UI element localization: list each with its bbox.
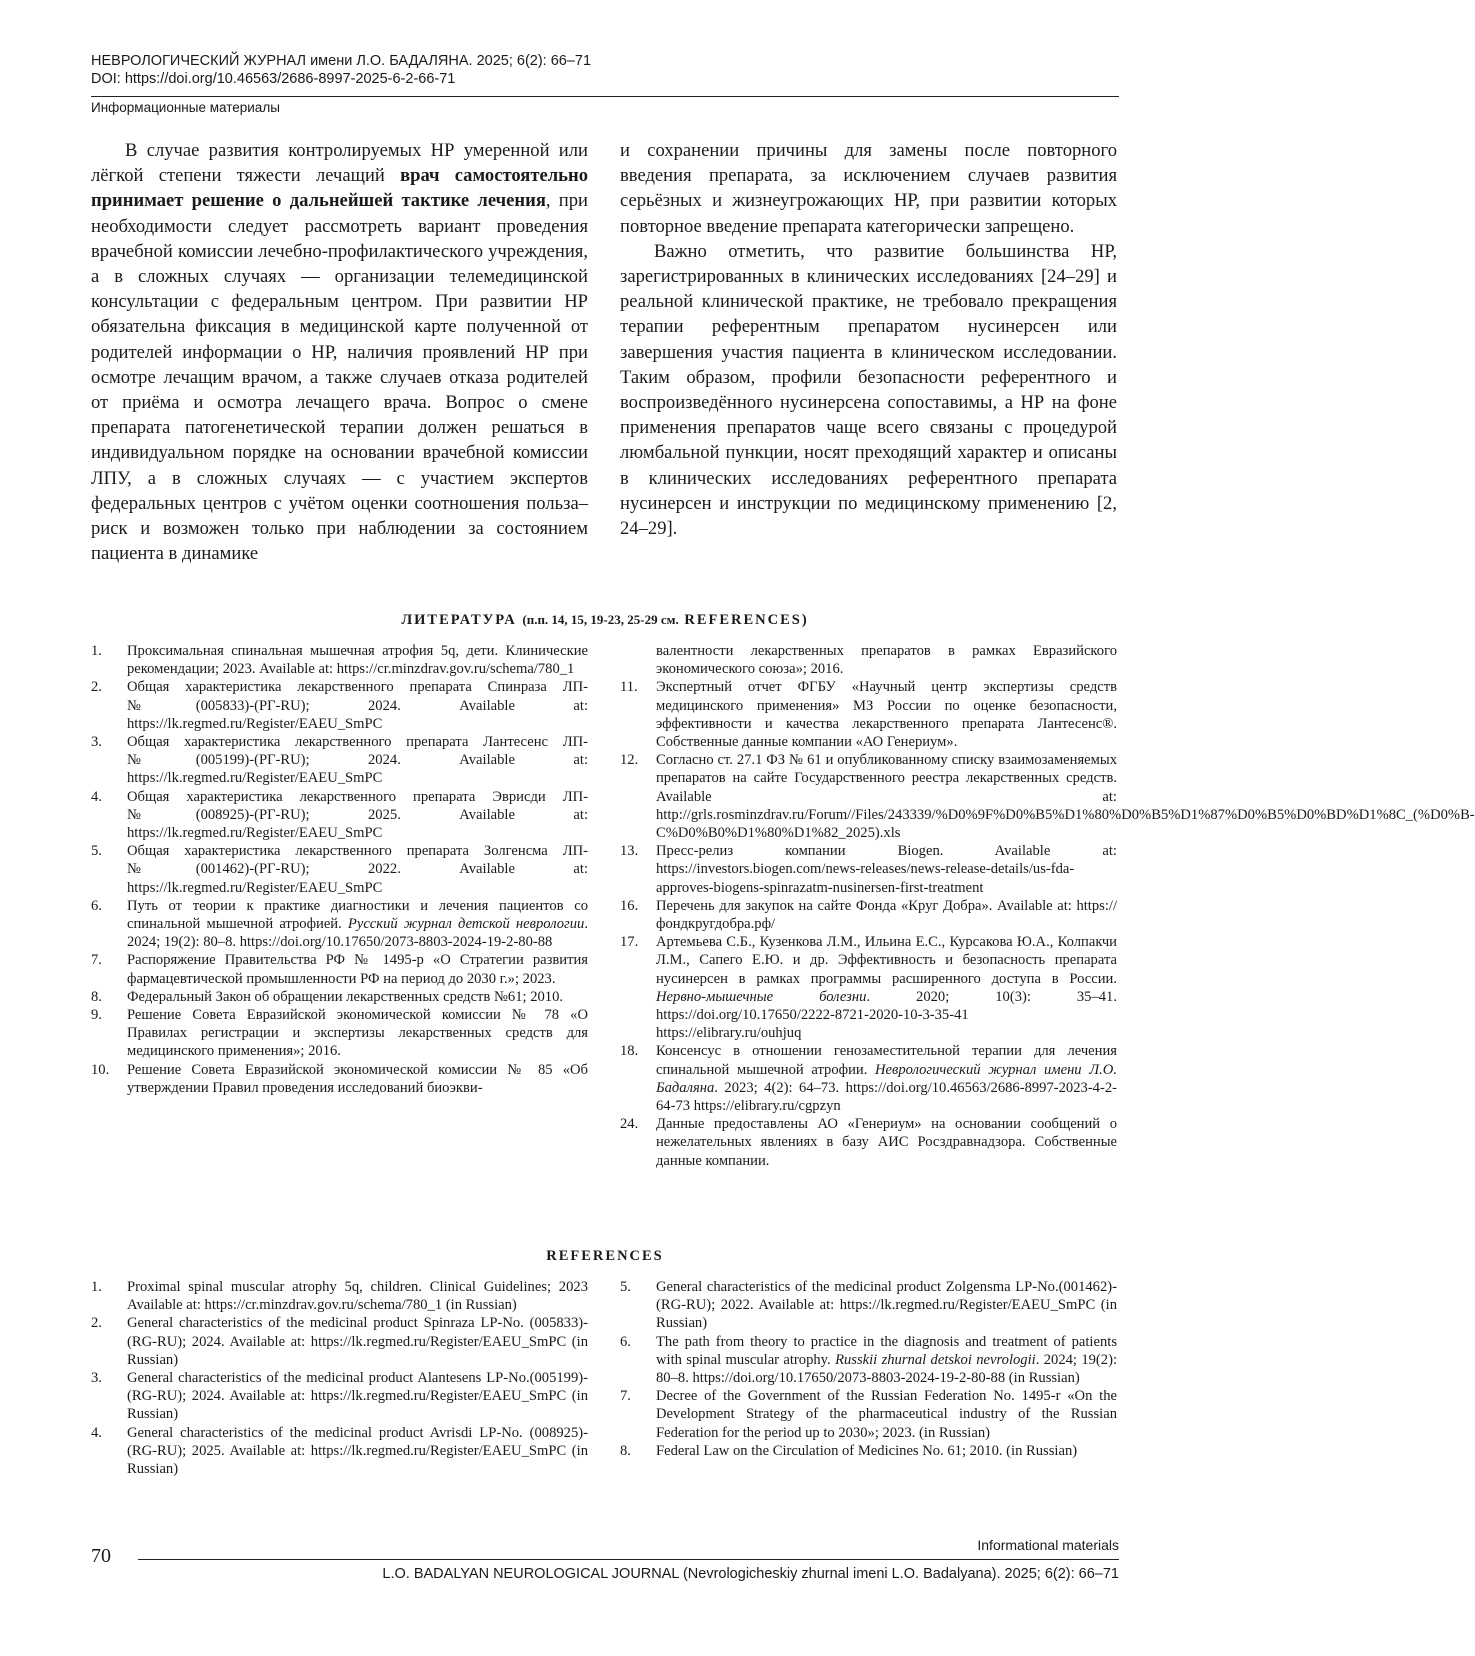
reference-text: General characteristics of the medicinal product Spinraza LP-No. (005833)-(RG-RU); 2024. Available at: https://lk.regmed.ru/Register/EAEU_SmPC (in Russian): [127, 1315, 588, 1368]
doi-link[interactable]: DOI: https://doi.org/10.46563/2686-8997-2025-6-2-66-71: [91, 71, 456, 87]
journal-name: Нервно-мышечные болезни: [656, 988, 867, 1005]
reference-number: 18.: [620, 1043, 639, 1060]
reference-number: 9.: [91, 1007, 102, 1024]
reference-item: [91, 642, 588, 678]
body-paragraph: и сохранении причины для замены после повторного введения препарата, за исключением случаев развития серьёзных и жизнеугрожающих НР, при развитии которых повторное введение препарата категорически запрещено.: [620, 140, 1117, 237]
reference-item: [91, 1061, 588, 1097]
reference-item: [91, 951, 588, 987]
reference-item: [620, 842, 1117, 897]
reference-number: 4.: [91, 1424, 102, 1441]
reference-number: 6.: [620, 1333, 631, 1350]
reference-number: 13.: [620, 843, 639, 860]
reference-number: 2.: [91, 1315, 102, 1332]
reference-number: 10.: [91, 1061, 110, 1078]
reference-text: General characteristics of the medicinal product Avrisdi LP-No. (008925)-(RG-RU); 2025. Available at: https://lk.regmed.ru/Register/EAEU_SmPC (in Russian): [127, 1424, 588, 1478]
reference-item: [91, 1278, 588, 1314]
footer-divider: [138, 1559, 1119, 1560]
literature-list-left: [91, 642, 588, 1097]
reference-number: 3.: [91, 734, 102, 751]
journal-name: Неврологический журнал имени Л.О. Бадаляна: [656, 1061, 1117, 1096]
reference-number: 16.: [620, 897, 639, 914]
reference-text: General characteristics of the medicinal product Zolgensma LP-No.(001462)-(RG-RU); 2022. Available at: https://lk.regmed.ru/Register/EAEU_SmPC (in Russian): [656, 1279, 1117, 1332]
reference-item: [91, 678, 588, 733]
reference-text: Общая характеристика лекарственного препарата Спинраза ЛП-№(005833)-(РГ-RU); 2024. Available at: https://lk.regmed.ru/Register/EAEU_SmPC: [127, 679, 588, 732]
running-header: [91, 52, 1119, 88]
reference-text: Перечень для закупок на сайте Фонда «Круг Добра». Available at: https://фондкругдобра.рф/: [656, 897, 1117, 933]
reference-text: Решение Совета Евразийской экономической комиссии № 78 «О Правилах регистрации и экспертизы лекарственных средств для медицинского применения»; 2016.: [127, 1007, 588, 1060]
journal-title-line: НЕВРОЛОГИЧЕСКИЙ ЖУРНАЛ имени Л.О. БАДАЛЯНА. 2025; 6(2): 66–71: [91, 53, 592, 69]
footer-section-label: Informational materials: [977, 1537, 1119, 1553]
reference-text: Proximal spinal muscular atrophy 5q, children. Clinical Guidelines; 2023 Available at: https://cr.minzdrav.gov.ru/schema/780_1 (in Russian): [127, 1279, 588, 1314]
reference-number: 4.: [91, 788, 102, 805]
reference-item: [620, 751, 1475, 842]
reference-text: Общая характеристика лекарственного препарата Лантесенс ЛП-№(005199)-(РГ-RU); 2024. Available at: https://lk.regmed.ru/Register/EAEU_SmPC: [127, 734, 588, 787]
reference-item: [620, 1042, 1117, 1115]
reference-number: 7.: [91, 952, 102, 969]
reference-continuation: валентности лекарственных препаратов в рамках Евразийского экономического союза»; 2016.: [656, 643, 1117, 678]
reference-text: Экспертный отчет ФГБУ «Научный центр экспертизы средств медицинского применения» МЗ России по оценке безопасности, эффективности и качества лекарственного препарата Лантесенс®. Собственные данные компании «АО Генериум».: [656, 679, 1117, 751]
reference-text: Общая характеристика лекарственного препарата Эврисди ЛП-№(008925)-(РГ-RU); 2025. Available at: https://lk.regmed.ru/Register/EAEU_SmPC: [127, 788, 588, 842]
reference-text: Пресс-релиз компании Biogen. Available at: https://investors.biogen.com/news-releases/news-release-details/us-fda-approves-biogens-spinrazatm-nusinersen-first-treatment: [656, 843, 1117, 896]
footer-journal-title: L.O. BADALYAN NEUROLOGICAL JOURNAL (Nevrologicheskiy zhurnal imeni L.O. Badalyana). 2025; 6(2): 66–71: [382, 1566, 1119, 1582]
reference-item: [91, 788, 588, 843]
reference-number: 1.: [91, 1279, 102, 1295]
journal-name: Russkii zhurnal detskoi nevrologii: [835, 1351, 1036, 1368]
reference-item: [91, 1314, 588, 1369]
emphasis-text: врач самостоятельно принимает решение о дальнейшей тактике лечения: [91, 165, 588, 212]
reference-item: [620, 897, 1117, 933]
section-label: Информационные материалы: [91, 100, 280, 115]
reference-number: 5.: [620, 1279, 631, 1295]
reference-text: Согласно ст. 27.1 ФЗ № 61 и опубликованному списку взаимозаменяемых препаратов на сайте Государственного реестра лекарственных средств. Available at: http://grls.rosminzdrav.ru/Forum//Files/243339/%D0%9F%D0%B5%D1%80%D0%B5%D1%87%D0%B5%D0%BD%D1%8C_(%D0%B-C%D0%B0%D1%80%D1%82_2025).xls: [656, 752, 1475, 842]
reference-number: 8.: [91, 988, 102, 1005]
reference-text: Данные предоставлены АО «Генериум» на основании сообщений о нежелательных явлениях в базу АИС Росздравнадзора. Собственные данные компании.: [656, 1116, 1117, 1169]
reference-item: [620, 1442, 1117, 1460]
reference-text: Общая характеристика лекарственного препарата Золгенсма ЛП-№(001462)-(РГ-RU); 2022. Available at: https://lk.regmed.ru/Register/EAEU_SmPC: [127, 843, 588, 896]
reference-text: Консенсус в отношении генозаместительной терапии для лечения спинальной мышечной атрофии. Неврологический журнал имени Л.О. Бадаляна. 2023; 4(2): 64–73. https://doi.org/10.46563/2686-8997-2023-4-2-64-73 https://elibrary.ru/cgpzyn: [656, 1043, 1117, 1115]
reference-item: [620, 933, 1117, 1042]
literature-list-right: [620, 642, 1475, 1170]
reference-item: [620, 1387, 1117, 1442]
reference-item: [620, 1115, 1117, 1170]
reference-item: [91, 733, 588, 788]
reference-item: [91, 897, 588, 952]
reference-item: [91, 1424, 588, 1479]
header-divider: [91, 96, 1119, 97]
reference-item: [91, 1369, 588, 1424]
body-column-right: [620, 138, 1117, 541]
reference-number: 6.: [91, 897, 102, 914]
reference-text: Решение Совета Евразийской экономической комиссии № 85 «Об утверждении Правил проведения исследований биоэкви-: [127, 1061, 588, 1096]
reference-item: [91, 988, 588, 1006]
reference-text: Федеральный Закон об обращении лекарственных средств №61; 2010.: [127, 988, 564, 1005]
reference-item: [620, 1333, 1117, 1388]
reference-item: [620, 678, 1117, 751]
journal-name: Русский журнал детской неврологии: [347, 916, 585, 933]
reference-text: Артемьева С.Б., Кузенкова Л.М., Ильина Е.С., Курсакова Ю.А., Колпакчи Л.М., Сапего Е.Ю. и др. Эффективность и безопасность препарата нусинерсен в рамках программы расширенного доступа в России. Нервно-мышечные болезни. 2020; 10(3): 35–41. https://doi.org/10.17650/2222-8721-2020-10-3-35-41 https://elibrary.ru/ouhjuq: [656, 934, 1118, 1042]
reference-item: [91, 1006, 588, 1061]
reference-number: 17.: [620, 934, 639, 951]
reference-text: Распоряжение Правительства РФ № 1495-р «О Стратегии развития фармацевтической промышленности РФ на период до 2030 г.»; 2023.: [127, 952, 588, 987]
reference-text: Путь от теории к практике диагностики и лечения пациентов со спинальной мышечной атрофией. Русский журнал детской неврологии. 2024; 19(2): 80–8. https://doi.org/10.17650/2073-8803-2024-19-2-80-88: [127, 897, 588, 951]
reference-number: 12.: [620, 752, 639, 769]
reference-text: General characteristics of the medicinal product Alantesens LP-No.(005199)-(RG-RU); 2024. Available at: https://lk.regmed.ru/Register/EAEU_SmPC (in Russian): [127, 1370, 588, 1423]
reference-number: 8.: [620, 1442, 631, 1459]
body-paragraph: В случае развития контролируемых НР умеренной или лёгкой степени тяжести лечащий врач самостоятельно принимает решение о дальнейшей тактике лечения, при необходимости следует рассмотреть вариант проведения врачебной комиссии лечебно-профилактического учреждения, а в сложных случаях — организации телемедицинской консультации с федеральным центром. При развитии НР обязательна фиксация в медицинской карте полученной от родителей информации о НР, наличия проявлений НР при осмотре лечащим врачом, а также случаев отказа родителей от приёма и осмотра лечащего врача. Вопрос о смене препарата патогенетической терапии должен решаться в индивидуальном порядке на основании врачебной комиссии ЛПУ, а в сложных случаях — с участием экспертов федеральных центров с учётом оценки соотношения польза–риск и возможен только при наблюдении за состоянием пациента в динамике: [91, 140, 588, 565]
reference-text: Проксимальная спинальная мышечная атрофия 5q, дети. Клинические рекомендации; 2023. Available at: https://cr.minzdrav.gov.ru/schema/780_1: [127, 643, 588, 678]
body-column-left: [91, 138, 588, 566]
literature-heading: ЛИТЕРАТУРА (п.п. 14, 15, 19-23, 25-29 см. REFERENCES): [401, 612, 809, 628]
reference-number: 5.: [91, 843, 102, 860]
references-heading: REFERENCES: [546, 1248, 664, 1264]
reference-number: 3.: [91, 1370, 102, 1387]
page-number: 70: [91, 1545, 111, 1567]
reference-text: Federal Law on the Circulation of Medicines No. 61; 2010. (in Russian): [656, 1442, 1078, 1459]
reference-number: 7.: [620, 1388, 631, 1405]
references-list-right: [620, 1278, 1117, 1460]
reference-item: [91, 842, 588, 897]
reference-number: 2.: [91, 679, 102, 696]
reference-text: The path from theory to practice in the diagnosis and treatment of patients with spinal muscular atrophy. Russkii zhurnal detskoi nevrologii. 2024; 19(2): 80–8. https://doi.org/10.17650/2073-8803-2024-19-2-80-88 (in Russian): [656, 1333, 1117, 1387]
reference-item: [620, 1278, 1117, 1333]
reference-text: Decree of the Government of the Russian Federation No. 1495-r «On the Development Strategy of the pharmaceutical industry of the Russian Federation for the period up to 2030»; 2023. (in Russian): [656, 1388, 1117, 1441]
references-list-left: [91, 1278, 588, 1478]
body-paragraph: Важно отметить, что развитие большинства НР, зарегистрированных в клинических исследованиях [24–29] и реальной клинической практике, не требовало прекращения терапии референтным препаратом нусинерсен или завершения участия пациента в клиническом исследовании. Таким образом, профили безопасности референтного и воспроизведённого нусинерсена сопоставимы, а НР на фоне применения препаратов чаще всего связаны с процедурой люмбальной пункции, носят преходящий характер и описаны в клинических исследованиях референтного препарата нусинерсен и инструкции по медицинскому применению [2, 24–29].: [620, 240, 1117, 540]
reference-number: 1.: [91, 643, 102, 659]
reference-number: 11.: [620, 679, 638, 696]
reference-number: 24.: [620, 1116, 639, 1133]
